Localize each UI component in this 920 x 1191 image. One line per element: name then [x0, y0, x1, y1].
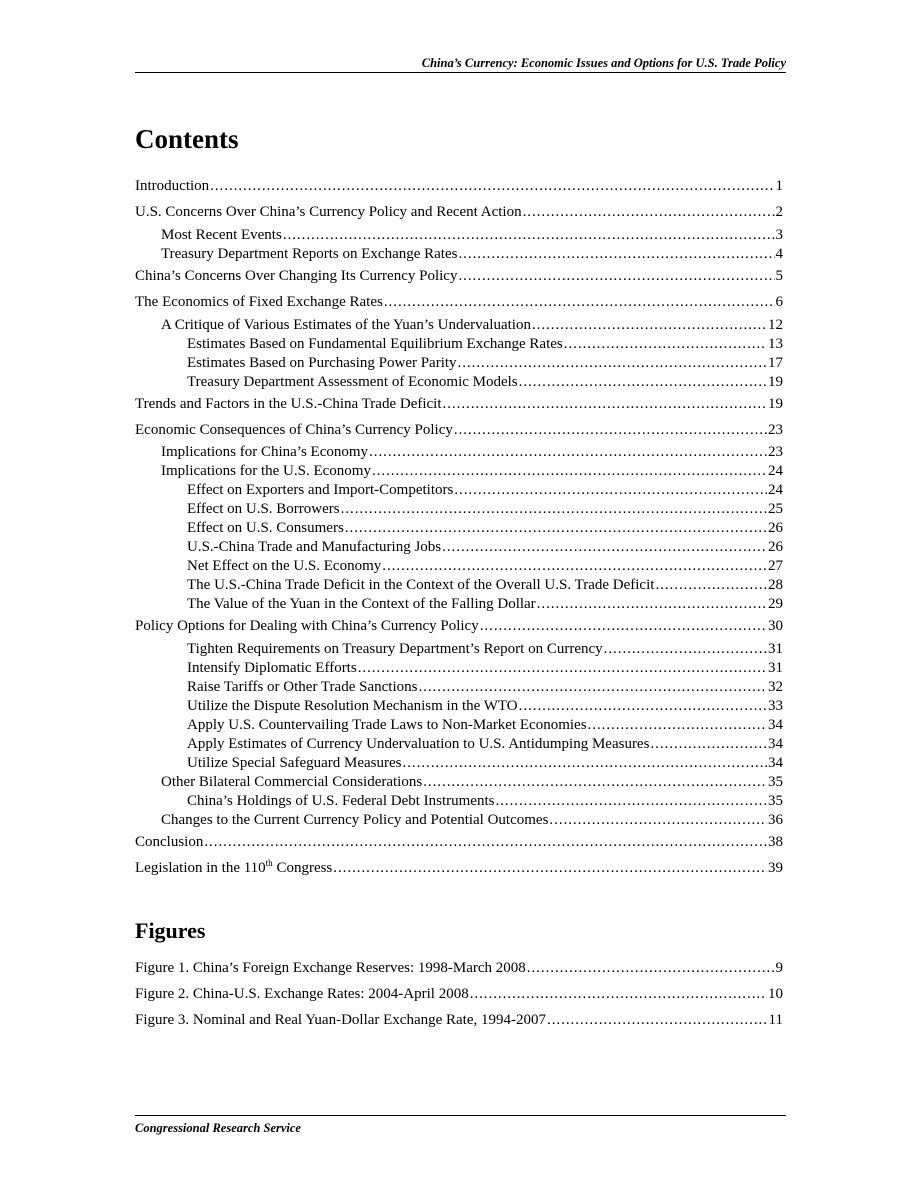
figures-heading: Figures — [135, 918, 206, 943]
toc-entry-page: 31 — [768, 641, 783, 657]
toc-entry-page: 19 — [768, 396, 783, 412]
toc-entry-page: 36 — [768, 812, 783, 828]
toc-entry[interactable] — [135, 373, 783, 391]
toc-entry[interactable] — [135, 177, 783, 195]
toc-entry-page: 34 — [768, 717, 783, 733]
dot-leader — [372, 462, 767, 480]
toc-entry-page: 12 — [768, 317, 783, 333]
toc-entry-label-text: Congress — [272, 860, 333, 876]
toc-entry-page: 1 — [775, 178, 783, 194]
toc-entry-page: 35 — [768, 793, 783, 809]
toc-entry-label: Apply Estimates of Currency Undervaluation to U.S. Antidumping Measures — [187, 736, 650, 752]
toc-entry-label: Treasury Department Reports on Exchange Rates — [161, 246, 458, 262]
toc-entry-label: China’s Concerns Over Changing Its Currency Policy — [135, 268, 458, 284]
toc-entry-label-text: Legislation in the 110 — [135, 860, 266, 876]
toc-entry[interactable] — [135, 617, 783, 635]
dot-leader — [443, 395, 767, 413]
toc-entry[interactable] — [135, 421, 783, 439]
figure-entry-page: 11 — [768, 1012, 783, 1028]
dot-leader — [403, 754, 767, 772]
toc-entry-page: 35 — [768, 774, 783, 790]
toc-entry[interactable] — [135, 659, 783, 677]
toc-entry-label: Changes to the Current Currency Policy and Potential Outcomes — [161, 812, 549, 828]
toc-entry-page: 23 — [768, 444, 783, 460]
toc-entry-label: Effect on U.S. Borrowers — [187, 501, 340, 517]
dot-leader — [358, 659, 767, 677]
toc-entry-page: 17 — [768, 355, 783, 371]
toc-entry[interactable] — [135, 697, 783, 715]
dot-leader — [604, 640, 767, 658]
figure-entry-label: Figure 2. China-U.S. Exchange Rates: 2004-April 2008 — [135, 986, 469, 1002]
dot-leader — [527, 959, 775, 977]
toc-entry[interactable] — [135, 500, 783, 518]
dot-leader — [204, 833, 767, 851]
header-rule — [135, 72, 786, 73]
running-footer: Congressional Research Service — [135, 1121, 301, 1135]
toc-entry-page: 24 — [768, 482, 783, 498]
toc-entry-page: 30 — [768, 618, 783, 634]
toc-entry-page: 33 — [768, 698, 783, 714]
toc-entry[interactable] — [135, 203, 783, 221]
toc-entry-label: Net Effect on the U.S. Economy — [187, 558, 382, 574]
dot-leader — [519, 697, 767, 715]
toc-entry[interactable] — [135, 293, 783, 311]
toc-entry-label: Implications for China’s Economy — [161, 444, 369, 460]
toc-entry-page: 26 — [768, 539, 783, 555]
dot-leader — [423, 773, 767, 791]
toc-entry[interactable] — [135, 519, 783, 537]
toc-entry-page: 25 — [768, 501, 783, 517]
footer-rule — [135, 1115, 786, 1116]
toc-entry-label: Policy Options for Dealing with China’s Currency Policy — [135, 618, 479, 634]
dot-leader — [210, 177, 774, 195]
toc-entry[interactable] — [135, 595, 783, 613]
dot-leader — [454, 421, 767, 439]
ordinal-superscript: th — [265, 859, 273, 868]
figure-entry[interactable] — [135, 1011, 783, 1029]
toc-entry-label: U.S.-China Trade and Manufacturing Jobs — [187, 539, 442, 555]
toc-entry-label: Intensify Diplomatic Efforts — [187, 660, 357, 676]
figure-entry-page: 10 — [768, 986, 783, 1002]
toc-entry-page: 24 — [768, 463, 783, 479]
toc-entry-label: The Economics of Fixed Exchange Rates — [135, 294, 383, 310]
toc-entry[interactable] — [135, 557, 783, 575]
dot-leader — [283, 226, 775, 244]
toc-entry-page: 3 — [775, 227, 783, 243]
dot-leader — [384, 293, 775, 311]
toc-entry-page: 26 — [768, 520, 783, 536]
toc-entry-label: Other Bilateral Commercial Considerations — [161, 774, 423, 790]
toc-entry[interactable] — [135, 226, 783, 244]
toc-entry-label — [135, 859, 332, 877]
toc-entry[interactable] — [135, 462, 783, 480]
toc-entry-page: 27 — [768, 558, 783, 574]
figure-entry-label: Figure 1. China’s Foreign Exchange Reserves: 1998-March 2008 — [135, 960, 526, 976]
toc-entry-label: Raise Tariffs or Other Trade Sanctions — [187, 679, 418, 695]
figure-entry-label: Figure 3. Nominal and Real Yuan-Dollar Exchange Rate, 1994-2007 — [135, 1012, 547, 1028]
toc-entry[interactable] — [135, 335, 783, 353]
dot-leader — [537, 595, 767, 613]
dot-leader — [458, 267, 774, 285]
dot-leader — [418, 678, 767, 696]
toc-entry[interactable] — [135, 316, 783, 334]
toc-entry[interactable] — [135, 773, 783, 791]
dot-leader — [458, 354, 767, 372]
toc-entry[interactable] — [135, 267, 783, 285]
dot-leader — [532, 316, 767, 334]
dot-leader — [333, 859, 767, 877]
toc-entry-page: 5 — [775, 268, 783, 284]
toc-entry-label: Estimates Based on Fundamental Equilibrium Exchange Rates — [187, 336, 563, 352]
figure-entry[interactable] — [135, 959, 783, 977]
toc-entry-page: 2 — [775, 204, 783, 220]
toc-entry-label: U.S. Concerns Over China’s Currency Policy and Recent Action — [135, 204, 522, 220]
toc-entry-label: Estimates Based on Purchasing Power Parity — [187, 355, 457, 371]
toc-entry-label: Economic Consequences of China’s Currency Policy — [135, 422, 453, 438]
toc-entry[interactable] — [135, 640, 783, 658]
toc-entry-page: 13 — [768, 336, 783, 352]
toc-entry-label: China’s Holdings of U.S. Federal Debt Instruments — [187, 793, 495, 809]
toc-entry-page: 39 — [768, 860, 783, 876]
toc-entry[interactable] — [135, 833, 783, 851]
toc-entry[interactable] — [135, 481, 783, 499]
running-header: China’s Currency: Economic Issues and Options for U.S. Trade Policy — [421, 56, 786, 70]
toc-entry-label: The U.S.-China Trade Deficit in the Context of the Overall U.S. Trade Deficit — [187, 577, 655, 593]
toc-entry-label: The Value of the Yuan in the Context of the Falling Dollar — [187, 596, 536, 612]
toc-entry[interactable] — [135, 354, 783, 372]
toc-entry-label: Most Recent Events — [161, 227, 282, 243]
toc-entry-page: 31 — [768, 660, 783, 676]
toc-entry-label: Utilize Special Safeguard Measures — [187, 755, 402, 771]
toc-entry-label: Tighten Requirements on Treasury Department’s Report on Currency — [187, 641, 603, 657]
toc-entry-page: 29 — [768, 596, 783, 612]
toc-entry[interactable] — [135, 245, 783, 263]
toc-entry[interactable] — [135, 538, 783, 556]
dot-leader — [442, 538, 767, 556]
toc-entry[interactable] — [135, 859, 783, 877]
toc-entry-label: Implications for the U.S. Economy — [161, 463, 371, 479]
toc-entry-label: Treasury Department Assessment of Economic Models — [187, 374, 518, 390]
dot-leader — [655, 576, 767, 594]
toc-entry-label: Utilize the Dispute Resolution Mechanism in the WTO — [187, 698, 518, 714]
toc-entry-page: 34 — [768, 736, 783, 752]
toc-entry[interactable] — [135, 754, 783, 772]
toc-entry-label: Effect on Exporters and Import-Competitors — [187, 482, 454, 498]
dot-leader — [519, 373, 767, 391]
toc-entry-label: Effect on U.S. Consumers — [187, 520, 344, 536]
toc-entry-page: 4 — [775, 246, 783, 262]
toc-entry-page: 6 — [775, 294, 783, 310]
toc-entry[interactable] — [135, 678, 783, 696]
dot-leader — [341, 500, 767, 518]
dot-leader — [523, 203, 775, 221]
toc-entry-label: Conclusion — [135, 834, 204, 850]
toc-entry-label: A Critique of Various Estimates of the Yuan’s Undervaluation — [161, 317, 531, 333]
toc-entry-label: Introduction — [135, 178, 210, 194]
toc-entry[interactable] — [135, 735, 783, 753]
dot-leader — [480, 617, 767, 635]
toc-entry[interactable] — [135, 792, 783, 810]
dot-leader — [564, 335, 767, 353]
dot-leader — [470, 985, 767, 1003]
toc-entry-page: 19 — [768, 374, 783, 390]
toc-entry[interactable] — [135, 811, 783, 829]
dot-leader — [458, 245, 774, 263]
dot-leader — [369, 443, 767, 461]
toc-entry-page: 32 — [768, 679, 783, 695]
toc-entry-page: 28 — [768, 577, 783, 593]
toc-entry-page: 38 — [768, 834, 783, 850]
dot-leader — [382, 557, 767, 575]
figure-entry[interactable] — [135, 985, 783, 1003]
toc-entry[interactable] — [135, 395, 783, 413]
dot-leader — [495, 792, 767, 810]
toc-entry[interactable] — [135, 576, 783, 594]
dot-leader — [549, 811, 767, 829]
dot-leader — [345, 519, 767, 537]
dot-leader — [454, 481, 767, 499]
dot-leader — [547, 1011, 768, 1029]
toc-entry-label: Apply U.S. Countervailing Trade Laws to Non-Market Economies — [187, 717, 587, 733]
toc-entry[interactable] — [135, 716, 783, 734]
toc-entry-page: 23 — [768, 422, 783, 438]
dot-leader — [588, 716, 767, 734]
toc-entry-page: 34 — [768, 755, 783, 771]
figure-entry-page: 9 — [775, 960, 783, 976]
toc-entry-label: Trends and Factors in the U.S.-China Trade Deficit — [135, 396, 442, 412]
dot-leader — [650, 735, 767, 753]
contents-heading: Contents — [135, 124, 239, 154]
toc-entry[interactable] — [135, 443, 783, 461]
